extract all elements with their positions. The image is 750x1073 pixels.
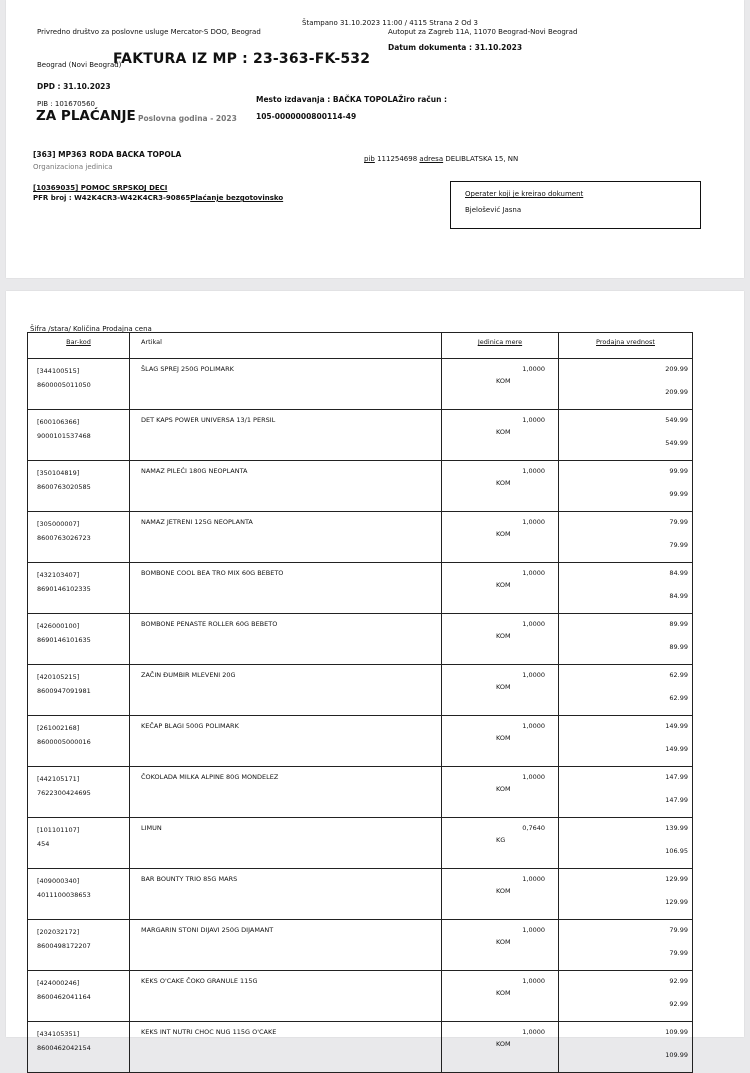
item-code: [409000340] — [37, 877, 80, 885]
item-name: ŠLAG SPREJ 250G POLIMARK — [141, 365, 234, 373]
item-price: 79.99 — [669, 926, 688, 934]
unit-cell — [442, 920, 559, 971]
item-name: BOMBONE COOL BEA TRO MIX 60G BEBETO — [141, 569, 284, 577]
item-barcode: 4011100038653 — [37, 891, 91, 899]
unit-cell — [442, 971, 559, 1022]
item-barcode: 8600763020585 — [37, 483, 91, 491]
item-name: ČOKOLADA MILKA ALPINE 80G MONDELEZ — [141, 773, 279, 781]
item-price: 84.99 — [669, 569, 688, 577]
item-quantity: 1,0000 — [522, 569, 545, 577]
table-row — [28, 359, 693, 410]
item-name: KEKS O'CAKE ČOKO GRANULE 115G — [141, 977, 258, 985]
value-cell — [559, 512, 693, 563]
item-price: 109.99 — [665, 1028, 688, 1036]
barcode-cell — [28, 563, 130, 614]
value-cell — [559, 1022, 693, 1073]
item-value: 147.99 — [665, 796, 688, 804]
barcode-cell — [28, 920, 130, 971]
item-value: 84.99 — [669, 592, 688, 600]
unit-cell — [442, 1022, 559, 1073]
item-barcode: 8600462041164 — [37, 993, 91, 1001]
organization-unit: [363] MP363 RODA BACKA TOPOLA — [33, 150, 182, 159]
item-barcode: 8600005000016 — [37, 738, 91, 746]
unit-cell — [442, 563, 559, 614]
barcode-cell — [28, 512, 130, 563]
item-value: 549.99 — [665, 439, 688, 447]
item-code: [101101107] — [37, 826, 80, 834]
unit-cell — [442, 818, 559, 869]
barcode-cell — [28, 716, 130, 767]
item-price: 89.99 — [669, 620, 688, 628]
value-cell — [559, 665, 693, 716]
item-barcode: 454 — [37, 840, 50, 848]
fiscal-year: Poslovna godina - 2023 — [138, 114, 237, 123]
za-placanje-heading: ZA PLAĆANJE — [36, 108, 136, 124]
col-header-barcode: Bar-kod — [28, 333, 130, 359]
item-price: 149.99 — [665, 722, 688, 730]
item-code: [305000007] — [37, 520, 80, 528]
unit-cell — [442, 614, 559, 665]
item-name: LIMUN — [141, 824, 162, 832]
item-unit: KOM — [496, 428, 511, 436]
company-name: Privredno društvo za poslovne usluge Mercator-S DOO, Beograd — [37, 28, 261, 36]
item-code: [432103407] — [37, 571, 80, 579]
item-unit: KOM — [496, 887, 511, 895]
item-value: 79.99 — [669, 949, 688, 957]
value-cell — [559, 869, 693, 920]
item-price: 129.99 — [665, 875, 688, 883]
item-barcode: 8600763026723 — [37, 534, 91, 542]
item-value: 79.99 — [669, 541, 688, 549]
col-header-article: Artikal — [130, 333, 442, 359]
item-code: [434105351] — [37, 1030, 80, 1038]
item-name: NAMAZ PILEĆI 180G NEOPLANTA — [141, 467, 248, 475]
table-row — [28, 716, 693, 767]
item-price: 549.99 — [665, 416, 688, 424]
item-name: MARGARIN STONI DIJAVI 250G DIJAMANT — [141, 926, 274, 934]
item-value: 109.99 — [665, 1051, 688, 1059]
item-unit: KOM — [496, 734, 511, 742]
barcode-cell — [28, 869, 130, 920]
item-name: BOMBONE PENASTE ROLLER 60G BEBETO — [141, 620, 278, 628]
value-cell — [559, 614, 693, 665]
items-table — [27, 332, 693, 1073]
table-row — [28, 818, 693, 869]
article-cell — [130, 614, 442, 665]
barcode-cell — [28, 818, 130, 869]
article-cell — [130, 716, 442, 767]
article-cell — [130, 563, 442, 614]
item-code: [350104819] — [37, 469, 80, 477]
value-cell — [559, 410, 693, 461]
item-price: 92.99 — [669, 977, 688, 985]
pib-number: PIB : 101670560 — [37, 100, 95, 108]
unit-cell — [442, 869, 559, 920]
item-quantity: 1,0000 — [522, 467, 545, 475]
barcode-cell — [28, 1022, 130, 1073]
adresa-value: DELIBLATSKA 15, NN — [445, 155, 519, 163]
item-quantity: 1,0000 — [522, 977, 545, 985]
item-unit: KOM — [496, 938, 511, 946]
value-cell — [559, 359, 693, 410]
article-cell — [130, 512, 442, 563]
item-price: 139.99 — [665, 824, 688, 832]
item-value: 129.99 — [665, 898, 688, 906]
value-cell — [559, 461, 693, 512]
article-cell — [130, 869, 442, 920]
item-name: KEKS INT NUTRI CHOC NUG 115G O'CAKE — [141, 1028, 277, 1036]
item-code: [202032172] — [37, 928, 80, 936]
item-value: 106.95 — [665, 847, 688, 855]
print-info: Štampano 31.10.2023 11:00 / 4115 Strana 2 Od 3 — [302, 19, 478, 27]
item-barcode: 8600005011050 — [37, 381, 91, 389]
table-row — [28, 971, 693, 1022]
item-quantity: 1,0000 — [522, 416, 545, 424]
table-row — [28, 665, 693, 716]
item-value: 99.99 — [669, 490, 688, 498]
item-barcode: 8600498172207 — [37, 942, 91, 950]
payment-method: Plaćanje bezgotovinsko — [190, 194, 284, 202]
item-unit: KOM — [496, 683, 511, 691]
document-date: Datum dokumenta : 31.10.2023 — [388, 43, 523, 52]
item-value: 62.99 — [669, 694, 688, 702]
item-code: [420105215] — [37, 673, 80, 681]
col-header-unit: Jedinica mere — [442, 333, 559, 359]
item-code: [600106366] — [37, 418, 80, 426]
item-value: 92.99 — [669, 1000, 688, 1008]
company-address: Autoput za Zagreb 11A, 11070 Beograd-Novi Beograd — [388, 28, 578, 36]
item-name: BAR BOUNTY TRIO 85G MARS — [141, 875, 238, 883]
table-row — [28, 614, 693, 665]
pfr-number: PFR broj : W42K4CR3-W42K4CR3-90865 — [33, 194, 191, 202]
item-barcode: 8600947091981 — [37, 687, 91, 695]
article-cell — [130, 920, 442, 971]
table-row — [28, 1022, 693, 1073]
item-price: 79.99 — [669, 518, 688, 526]
item-quantity: 1,0000 — [522, 722, 545, 730]
adresa-label: adresa — [419, 155, 444, 163]
item-value: 149.99 — [665, 745, 688, 753]
item-unit: KOM — [496, 632, 511, 640]
item-code: [344100515] — [37, 367, 80, 375]
invoice-page-header — [6, 0, 744, 278]
dpd-date: DPD : 31.10.2023 — [37, 82, 111, 91]
item-barcode: 9000101537468 — [37, 432, 91, 440]
barcode-cell — [28, 971, 130, 1022]
barcode-cell — [28, 665, 130, 716]
item-value: 209.99 — [665, 388, 688, 396]
pfr-line — [33, 194, 283, 202]
item-unit: KOM — [496, 785, 511, 793]
article-cell — [130, 818, 442, 869]
company-city: Beograd (Novi Beograd) — [37, 61, 122, 69]
invoice-title: FAKTURA IZ MP : 23-363-FK-532 — [113, 51, 371, 67]
item-code: [442105171] — [37, 775, 80, 783]
item-quantity: 1,0000 — [522, 365, 545, 373]
value-cell — [559, 563, 693, 614]
item-quantity: 1,0000 — [522, 1028, 545, 1036]
item-unit: KOM — [496, 479, 511, 487]
unit-cell — [442, 512, 559, 563]
item-quantity: 1,0000 — [522, 620, 545, 628]
item-barcode: 7622300424695 — [37, 789, 91, 797]
unit-cell — [442, 767, 559, 818]
item-unit: KG — [496, 836, 506, 844]
table-row — [28, 869, 693, 920]
barcode-cell — [28, 410, 130, 461]
item-unit: KOM — [496, 1040, 511, 1048]
table-row — [28, 563, 693, 614]
item-unit: KOM — [496, 530, 511, 538]
item-unit: KOM — [496, 989, 511, 997]
value-cell — [559, 767, 693, 818]
item-name: KEČAP BLAGI 500G POLIMARK — [141, 722, 239, 730]
unit-cell — [442, 359, 559, 410]
item-unit: KOM — [496, 581, 511, 589]
item-barcode: 8690146102335 — [37, 585, 91, 593]
item-quantity: 0,7640 — [522, 824, 545, 832]
table-row — [28, 920, 693, 971]
item-code: [424000246] — [37, 979, 80, 987]
customer-name: [10369035] POMOC SRPSKOJ DECI — [33, 184, 168, 192]
operator-label: Operater koji je kreirao dokument — [465, 190, 584, 198]
unit-cell — [442, 665, 559, 716]
issue-place: Mesto izdavanja : BAČKA TOPOLAŽiro račun : — [256, 95, 448, 104]
item-unit: KOM — [496, 377, 511, 385]
invoice-page-items — [6, 291, 744, 1059]
article-cell — [130, 665, 442, 716]
barcode-cell — [28, 461, 130, 512]
unit-cell — [442, 716, 559, 767]
item-barcode: 8600462042154 — [37, 1044, 91, 1052]
value-cell — [559, 818, 693, 869]
value-cell — [559, 971, 693, 1022]
item-name: DET KAPS POWER UNIVERSA 13/1 PERSIL — [141, 416, 276, 424]
article-cell — [130, 1022, 442, 1073]
item-price: 62.99 — [669, 671, 688, 679]
article-cell — [130, 971, 442, 1022]
table-row — [28, 512, 693, 563]
table-caption: Šifra /stara/ Količina Prodajna cena — [30, 325, 152, 333]
item-price: 209.99 — [665, 365, 688, 373]
pib-value: 111254698 — [377, 155, 418, 163]
item-price: 99.99 — [669, 467, 688, 475]
item-quantity: 1,0000 — [522, 518, 545, 526]
item-quantity: 1,0000 — [522, 875, 545, 883]
bank-account: 105-0000000800114-49 — [256, 112, 357, 121]
organization-unit-label: Organizaciona jedinica — [33, 163, 113, 171]
article-cell — [130, 461, 442, 512]
barcode-cell — [28, 359, 130, 410]
item-code: [261002168] — [37, 724, 80, 732]
pib-label: pib — [364, 155, 375, 163]
operator-name: Bjelošević Jasna — [465, 206, 522, 214]
item-code: [426000100] — [37, 622, 80, 630]
table-row — [28, 461, 693, 512]
unit-cell — [442, 410, 559, 461]
item-barcode: 8690146101635 — [37, 636, 91, 644]
item-value: 89.99 — [669, 643, 688, 651]
col-header-value: Prodajna vrednost — [559, 333, 693, 359]
article-cell — [130, 767, 442, 818]
item-quantity: 1,0000 — [522, 773, 545, 781]
unit-cell — [442, 461, 559, 512]
barcode-cell — [28, 767, 130, 818]
table-row — [28, 410, 693, 461]
item-price: 147.99 — [665, 773, 688, 781]
operator-box — [450, 181, 701, 229]
item-quantity: 1,0000 — [522, 926, 545, 934]
customer-pib-address — [364, 155, 518, 163]
value-cell — [559, 716, 693, 767]
value-cell — [559, 920, 693, 971]
article-cell — [130, 410, 442, 461]
item-name: ZAČIN ĐUMBIR MLEVENI 20G — [141, 671, 236, 679]
article-cell — [130, 359, 442, 410]
table-row — [28, 767, 693, 818]
item-quantity: 1,0000 — [522, 671, 545, 679]
barcode-cell — [28, 614, 130, 665]
item-name: NAMAZ JETRENI 125G NEOPLANTA — [141, 518, 253, 526]
table-header-row — [28, 333, 693, 359]
